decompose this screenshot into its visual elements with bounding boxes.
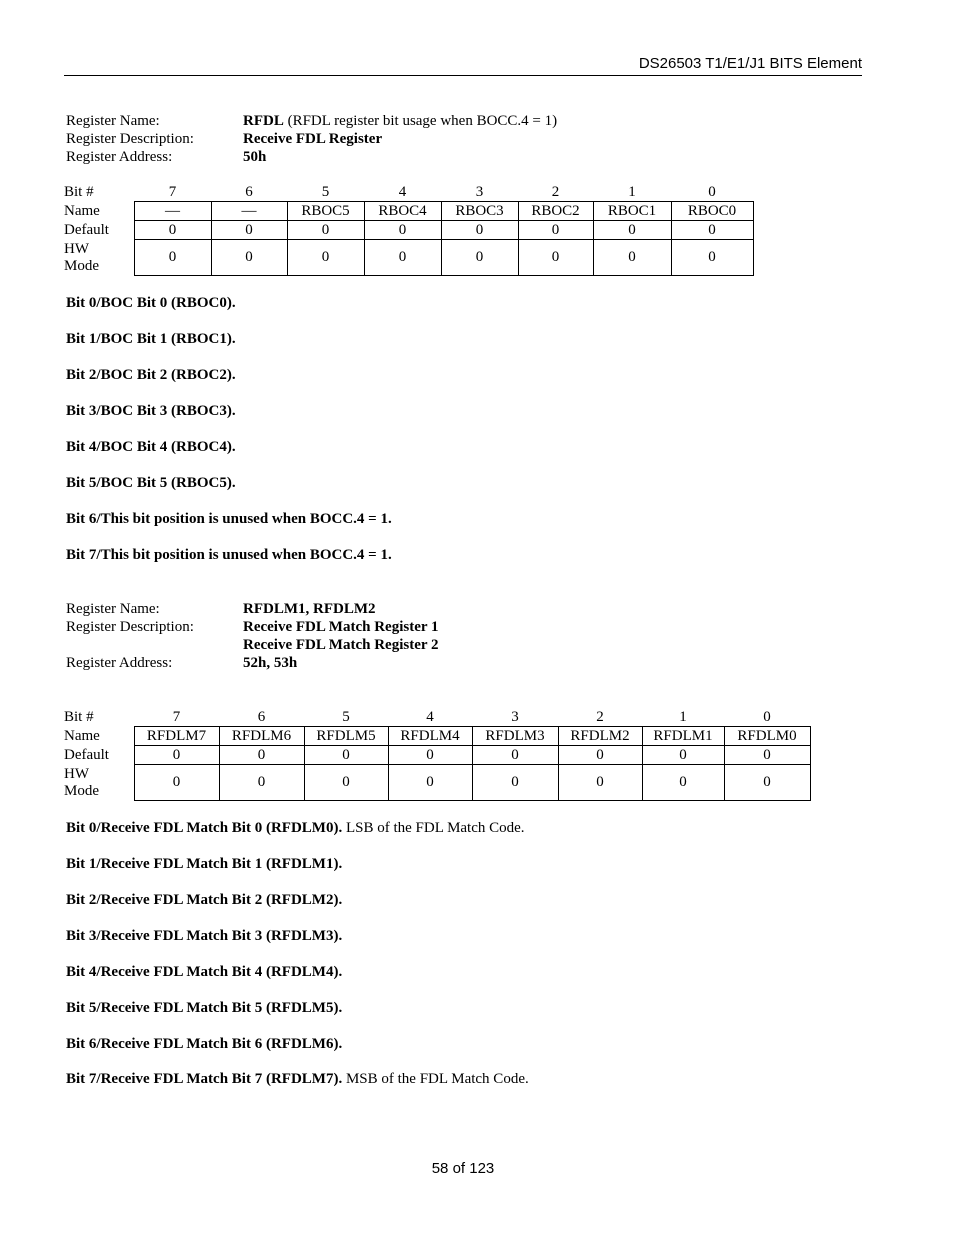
rfdlm-register-info <box>66 600 439 672</box>
register-name-bold: RFDL <box>243 113 284 129</box>
default-cell: 0 <box>304 746 388 765</box>
rfdl-register-info <box>66 112 557 166</box>
hw-mode-row <box>64 765 810 801</box>
row-label: Name <box>64 202 100 219</box>
bit-number: 3 <box>511 708 519 725</box>
bit-number: 4 <box>426 708 434 725</box>
document-title: DS26503 T1/E1/J1 BITS Element <box>638 55 862 72</box>
bit-number: 1 <box>628 183 636 200</box>
bit-description <box>66 511 392 528</box>
bit-description <box>66 1036 342 1053</box>
register-description-label: Register Description: <box>66 619 194 635</box>
default-cell: 0 <box>593 221 671 240</box>
bit-description <box>66 439 236 456</box>
bit-number: 2 <box>596 708 604 725</box>
hw-mode-row <box>64 240 753 276</box>
bit-description-title: Bit 5/Receive FDL Match Bit 5 (RFDLM5). <box>66 1000 343 1016</box>
default-cell: 0 <box>287 221 364 240</box>
bit-number: 0 <box>763 708 771 725</box>
row-label: Default <box>64 746 109 763</box>
row-label <box>64 240 134 276</box>
bit-name-cell: RFDLM4 <box>388 727 472 746</box>
default-cell: 0 <box>472 746 558 765</box>
register-description-value-2: Receive FDL Match Register 2 <box>243 637 439 653</box>
row-label-mode: Mode <box>64 782 99 799</box>
bit-description <box>66 964 342 981</box>
bit-description <box>66 331 236 348</box>
bit-description-title: Bit 0/Receive FDL Match Bit 0 (RFDLM0). <box>66 820 343 836</box>
hw-mode-cell: 0 <box>219 765 304 801</box>
bit-description-title: Bit 7/This bit position is unused when BOCC.4 = 1. <box>66 547 392 563</box>
default-cell: 0 <box>211 221 287 240</box>
row-label: Bit # <box>64 708 94 725</box>
bit-description-title: Bit 3/BOC Bit 3 (RBOC3). <box>66 403 236 419</box>
bit-description <box>66 856 342 873</box>
default-cell: 0 <box>558 746 642 765</box>
default-cell: 0 <box>134 221 211 240</box>
hw-mode-cell: 0 <box>364 240 441 276</box>
bit-number: 7 <box>172 708 181 725</box>
bit-description <box>66 1071 529 1088</box>
default-cell: 0 <box>388 746 472 765</box>
bit-name-cell: RBOC4 <box>364 202 441 221</box>
bit-number: 6 <box>245 183 253 200</box>
row-label-mode: Mode <box>64 257 99 274</box>
default-cell: 0 <box>518 221 593 240</box>
bit-description-title: Bit 5/BOC Bit 5 (RBOC5). <box>66 475 236 491</box>
bit-description-title: Bit 2/Receive FDL Match Bit 2 (RFDLM2). <box>66 892 343 908</box>
bit-name-cell: — <box>134 202 211 221</box>
page-header <box>64 55 862 76</box>
bit-name-row <box>64 202 753 221</box>
default-cell: 0 <box>671 221 753 240</box>
register-address-value: 50h <box>243 149 267 165</box>
bit-name-cell: RBOC0 <box>671 202 753 221</box>
bit-description <box>66 928 342 945</box>
bit-name-cell: — <box>211 202 287 221</box>
bit-description <box>66 475 236 492</box>
bit-description <box>66 547 392 564</box>
bit-number: 0 <box>708 183 716 200</box>
bit-number: 4 <box>398 183 407 200</box>
default-cell: 0 <box>724 746 810 765</box>
row-label: Default <box>64 221 109 238</box>
rfdlm-bit-table <box>64 708 811 801</box>
bit-name-cell: RBOC2 <box>518 202 593 221</box>
row-label: Bit # <box>64 183 94 200</box>
bit-number: 5 <box>321 183 330 200</box>
hw-mode-cell: 0 <box>388 765 472 801</box>
hw-mode-cell: 0 <box>724 765 810 801</box>
bit-number: 5 <box>342 708 350 725</box>
bit-description <box>66 403 236 420</box>
bit-description-text: LSB of the FDL Match Code. <box>342 820 525 836</box>
hw-mode-cell: 0 <box>134 240 211 276</box>
register-description-spacer <box>66 636 243 654</box>
hw-mode-cell: 0 <box>671 240 753 276</box>
hw-mode-cell: 0 <box>518 240 593 276</box>
register-description-value: Receive FDL Match Register 1 <box>243 619 439 635</box>
bit-name-cell: RFDLM3 <box>472 727 558 746</box>
hw-mode-cell: 0 <box>287 240 364 276</box>
bit-number-row <box>64 183 753 202</box>
bit-description-title: Bit 2/BOC Bit 2 (RBOC2). <box>66 367 236 383</box>
hw-mode-cell: 0 <box>472 765 558 801</box>
bit-number: 7 <box>168 183 177 200</box>
register-address-label: Register Address: <box>66 149 173 165</box>
bit-description-title: Bit 6/Receive FDL Match Bit 6 (RFDLM6). <box>66 1036 343 1052</box>
register-name-label: Register Name: <box>66 113 160 129</box>
row-label-hw: HW <box>64 240 89 257</box>
default-cell: 0 <box>364 221 441 240</box>
hw-mode-cell: 0 <box>642 765 724 801</box>
register-address-value: 52h, 53h <box>243 655 298 671</box>
register-name-value <box>243 112 557 130</box>
rfdl-bit-table <box>64 183 754 276</box>
register-name-label: Register Name: <box>66 601 160 617</box>
bit-name-cell: RBOC5 <box>287 202 364 221</box>
default-cell: 0 <box>441 221 518 240</box>
bit-name-cell: RFDLM1 <box>642 727 724 746</box>
register-name-note: (RFDL register bit usage when BOCC.4 = 1) <box>283 113 558 129</box>
bit-number: 1 <box>679 708 687 725</box>
default-cell: 0 <box>134 746 219 765</box>
bit-description <box>66 820 525 837</box>
bit-description <box>66 295 236 312</box>
bit-description-title: Bit 1/Receive FDL Match Bit 1 (RFDLM1). <box>66 856 343 872</box>
bit-description-title: Bit 4/BOC Bit 4 (RBOC4). <box>66 439 236 455</box>
bit-description-text: MSB of the FDL Match Code. <box>342 1071 529 1087</box>
register-description-value: Receive FDL Register <box>243 131 383 147</box>
hw-mode-cell: 0 <box>211 240 287 276</box>
bit-number-row <box>64 708 810 727</box>
bit-name-cell: RFDLM0 <box>724 727 810 746</box>
bit-description-title: Bit 7/Receive FDL Match Bit 7 (RFDLM7). <box>66 1071 343 1087</box>
hw-mode-cell: 0 <box>441 240 518 276</box>
row-label-hw: HW <box>64 765 89 782</box>
register-address-label: Register Address: <box>66 655 173 671</box>
default-row <box>64 746 810 765</box>
bit-description <box>66 1000 342 1017</box>
default-row <box>64 221 753 240</box>
bit-name-cell: RBOC3 <box>441 202 518 221</box>
hw-mode-cell: 0 <box>558 765 642 801</box>
bit-number: 6 <box>257 708 266 725</box>
hw-mode-cell: 0 <box>134 765 219 801</box>
bit-description <box>66 367 236 384</box>
bit-name-cell: RFDLM6 <box>219 727 304 746</box>
page-number: 58 of 123 <box>431 1160 495 1177</box>
bit-description-title: Bit 6/This bit position is unused when BOCC.4 = 1. <box>66 511 392 527</box>
hw-mode-cell: 0 <box>304 765 388 801</box>
hw-mode-cell: 0 <box>593 240 671 276</box>
register-description-label: Register Description: <box>66 131 194 147</box>
bit-description-title: Bit 1/BOC Bit 1 (RBOC1). <box>66 331 236 347</box>
default-cell: 0 <box>642 746 724 765</box>
bit-name-cell: RFDLM2 <box>558 727 642 746</box>
bit-name-row <box>64 727 810 746</box>
bit-name-cell: RFDLM7 <box>134 727 219 746</box>
bit-description-title: Bit 0/BOC Bit 0 (RBOC0). <box>66 295 236 311</box>
bit-description-title: Bit 3/Receive FDL Match Bit 3 (RFDLM3). <box>66 928 343 944</box>
register-name-value: RFDLM1, RFDLM2 <box>243 601 376 617</box>
default-cell: 0 <box>219 746 304 765</box>
bit-description <box>66 892 342 909</box>
bit-number: 2 <box>551 183 560 200</box>
row-label: Name <box>64 727 100 744</box>
bit-number: 3 <box>475 183 484 200</box>
row-label <box>64 765 134 801</box>
bit-name-cell: RFDLM5 <box>304 727 388 746</box>
bit-name-cell: RBOC1 <box>593 202 671 221</box>
bit-description-title: Bit 4/Receive FDL Match Bit 4 (RFDLM4). <box>66 964 343 980</box>
